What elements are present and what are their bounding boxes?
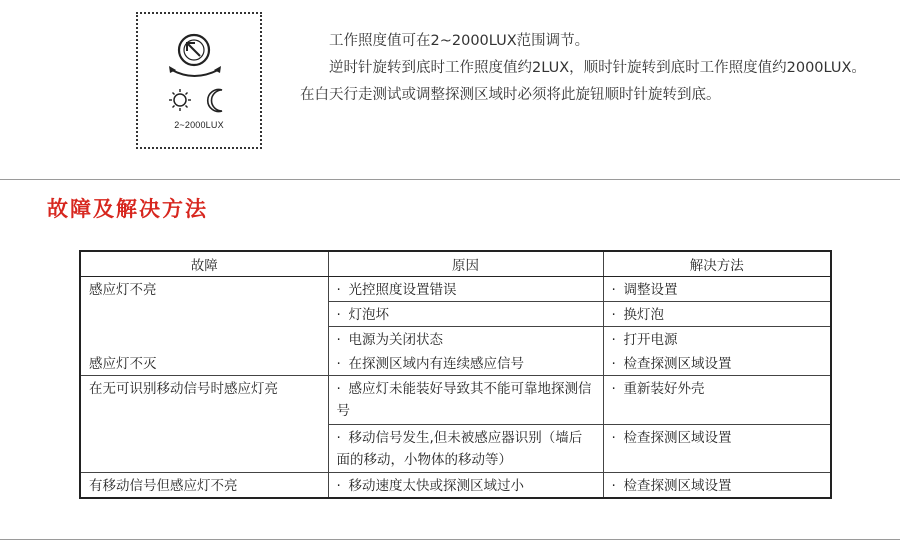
table-header-row [80,251,831,277]
solution-cell: · 检查探测区域设置 [603,424,831,473]
fault-cell: 有移动信号但感应灯不亮 [80,473,328,499]
header-solution: 解决方法 [603,251,831,277]
solution-cell: · 检查探测区域设置 [603,351,831,376]
solution-cell: · 检查探测区域设置 [603,473,831,499]
bottom-divider-line [0,539,900,540]
cause-cell: · 移动速度太快或探测区域过小 [328,473,603,499]
cause-cell: · 灯泡坏 [328,302,603,327]
table-row [80,473,831,499]
top-divider-line [0,179,900,180]
table-row [80,376,831,425]
table-row [80,327,831,352]
dial-caption: 2~2000LUX [174,120,224,130]
cause-cell: · 电源为关闭状态 [328,327,603,352]
fault-cell: 在无可识别移动信号时感应灯亮 [80,376,328,425]
description-text [300,28,870,109]
solution-cell: · 打开电源 [603,327,831,352]
table-row [80,302,831,327]
header-fault: 故障 [80,251,328,277]
fault-cell [80,327,328,352]
header-cause: 原因 [328,251,603,277]
table-row [80,351,831,376]
solution-cell: · 换灯泡 [603,302,831,327]
fault-cell [80,424,328,473]
fault-cell: 感应灯不灭 [80,351,328,376]
fault-table [79,250,832,499]
cause-cell: · 光控照度设置错误 [328,277,603,302]
cause-cell: · 感应灯未能装好导致其不能可靠地探测信号 [328,376,603,425]
dial-illustration [136,12,262,149]
description-line-1: 工作照度值可在2~2000LUX范围调节。 [329,33,590,49]
cause-cell: · 在探测区域内有连续感应信号 [328,351,603,376]
solution-cell: · 重新装好外壳 [603,376,831,425]
description-line-2: 逆时针旋转到底时工作照度值约2LUX，顺时针旋转到底时工作照度值约2000LUX。在白天行走测试或调整探测区域时必须将此旋钮顺时针旋转到底。 [300,60,866,103]
fault-cell: 感应灯不亮 [80,277,328,302]
solution-cell: · 调整设置 [603,277,831,302]
fault-cell [80,302,328,327]
table-row [80,424,831,473]
cause-cell: · 移动信号发生,但未被感应器识别（墙后面的移动，小物体的移动等） [328,424,603,473]
section-title: 故障及解决方法 [47,197,208,221]
table-row [80,277,831,302]
